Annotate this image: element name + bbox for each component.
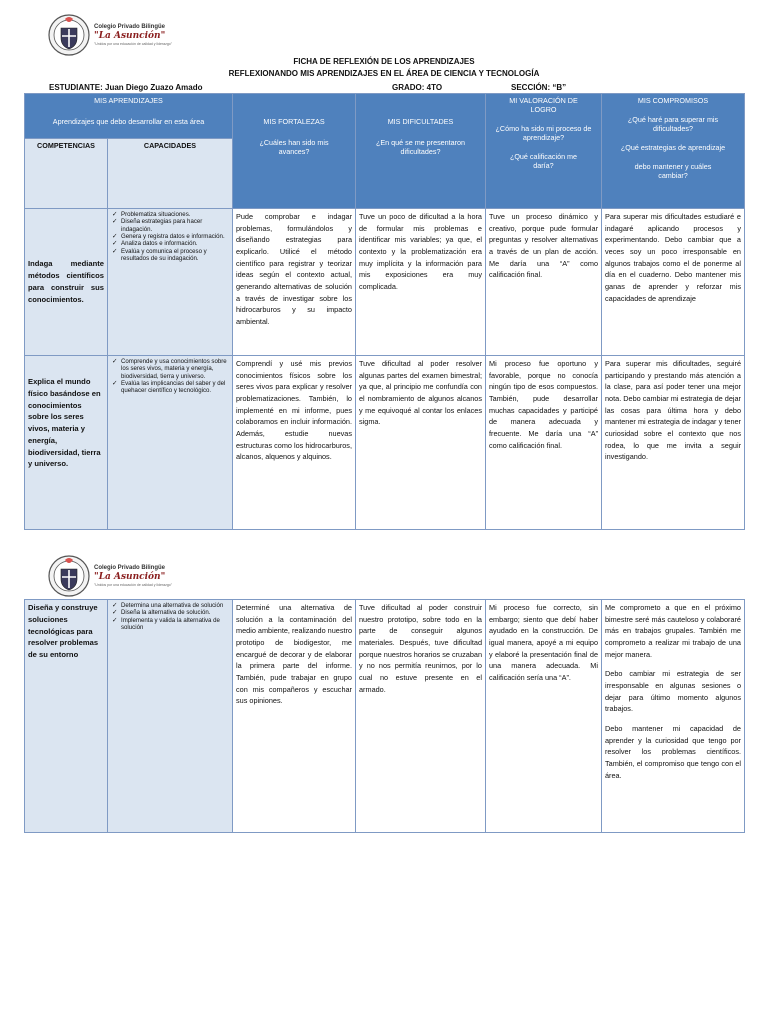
competencia-cell: Indaga mediante métodos científicos para construir sus conocimientos. [25,209,108,356]
school-name: Colegio Privado Bilingüe [94,23,166,30]
header-valoracion-q2: ¿Qué calificación me daría? [509,152,578,170]
header-dificultades [356,94,486,209]
header-aprendizajes-label: MIS APRENDIZAJES [94,96,163,105]
compromisos-cell [602,600,745,833]
header-capacidades: CAPACIDADES [108,139,233,209]
school-logo [48,555,172,597]
capacidad-item: ✓ Implementa y valida la alternativa de solución [111,617,229,632]
capacidad-item: ✓ Problematiza situaciones. [111,211,229,218]
dificultades-cell: Tuve dificultad al poder construir nuestro prototipo, sobre todo en la parte de conseguir algunos materiales. Después, tuve dificultad porque nuestros horarios se cruzaban y no nos permitía reunirnos, por lo cual no estuve presente en el armado. [356,600,486,833]
competencia-cell: Diseña y construye soluciones tecnológicas para resolver problemas de su entorno [25,600,108,833]
compromisos-cell: Para superar mis dificultades estudiaré e indagaré aplicando procesos y experimentando. Debo cambiar que a veces soy un poco irresponsable en algunos trabajos como el de ponerme al día en el cuaderno. Debo mantener mis ganas de aprender y reforzar mis capacidades de aprendizaje [602,209,745,356]
header-aprendizajes-sub: Aprendizajes que debo desarrollar en esta área [52,117,205,126]
capacidad-item: ✓ Genera y registra datos e información. [111,233,229,240]
valoracion-cell: Mi proceso fue correcto, sin embargo; siento que debí haber ayudado en la construcción. De igual manera, apoyé a mi equipo y elaboré la presentación final de una manera adecuada. Mi calificación sería una “A”. [486,600,602,833]
header-fortalezas-label: MIS FORTALEZAS [263,117,325,126]
compromiso-paragraph: Me comprometo a que en el próximo bimestre seré más cauteloso y colaboraré más en trabajos grupales. También me comprometo a realizar mi trabajo de una mejor manera. [605,603,741,659]
valoracion-cell: Tuve un proceso dinámico y creativo, porque pude formular preguntas y resolver alternativas a través de un plan de acción. Me daría una “A” como calificación final. [486,209,602,356]
header-compromisos [602,94,745,209]
header-fortalezas-question: ¿Cuáles han sido mis avances? [259,138,329,156]
dificultades-cell: Tuve dificultad al poder resolver algunas partes del examen bimestral; ya que, al principio me confundía con el nombramiento de algunos alcanos y me equivoqué al contar los enlaces sigma. [356,356,486,530]
school-seal-icon [48,14,90,56]
header-valoracion [486,94,602,209]
capacidad-item: ✓ Evalúa las implicancias del saber y del quehacer científico y tecnológico. [111,380,229,395]
competencia-cell: Explica el mundo físico basándose en conocimientos sobre los seres vivos, materia y energía, biodiversidad, tierra y universo. [25,356,108,530]
school-tagline: "Unidos por una educación de calidad y liderazgo" [94,582,172,587]
school-tagline: "Unidos por una educación de calidad y liderazgo" [94,41,172,46]
school-motto: "La Asunción" [94,30,166,41]
capacidades-list [111,602,229,631]
header-dificultades-label: MIS DIFICULTADES [387,117,454,126]
table-row [25,600,745,833]
header-dificultades-question: ¿En qué se me presentaron dificultades? [375,138,466,156]
page-subtitle: REFLEXIONANDO MIS APRENDIZAJES EN EL ÁREA DE CIENCIA Y TECNOLOGÍA [228,69,540,78]
student-name: ESTUDIANTE: Juan Diego Zuazo Amado [49,83,203,92]
capacidad-item: ✓ Evalúa y comunica el proceso y resultados de su indagación. [111,248,229,263]
school-logo [48,14,172,56]
header-valoracion-q1: ¿Cómo ha sido mi proceso de aprendizaje? [495,124,592,142]
table-row [25,356,745,530]
reflection-table [24,93,745,530]
reflection-table-continued [24,599,745,833]
grade: GRADO: 4TO [392,83,443,92]
capacidades-cell [108,600,233,833]
section: SECCIÓN: “B” [511,83,567,92]
dificultades-cell: Tuve un poco de dificultad a la hora de formular mis problemas e identificar mis variables; ya que, el contexto y la problematización era muy implícita y la información para mis exposiciones era muy complicada. [356,209,486,356]
school-name: Colegio Privado Bilingüe [94,564,166,571]
compromiso-paragraph: Debo mantener mi capacidad de aprender y la curiosidad que tengo por resolver los problemas científicos. También, el compromiso que tengo con el área. [605,724,741,780]
header-compromisos-label: MIS COMPROMISOS [637,96,709,105]
capacidad-item: ✓ Determina una alternativa de solución [111,602,229,609]
header-competencias: COMPETENCIAS [25,139,108,209]
header-compromisos-q3: debo mantener y cuáles cambiar? [634,162,712,180]
capacidades-cell [108,356,233,530]
fortalezas-cell: Pude comprobar e indagar problemas, formulándolos y diseñando estrategias para explicarlo. Utilicé el método científico para registrar y teorizar ideas según el contexto actual, generando alternativas de solución a través de investigar sobre los hidrocarburos y su impacto ambiental. [233,209,356,356]
compromisos-cell: Para superar mis dificultades, seguiré participando y prestando más atención a la clase, para así poder tener una mejor nota. Debo cambiar mi estrategia de dejar las cosas para última hora y debo mantener mi estrategia de indagar y tener curiosidad sobre el contexto que nos rodea, lo que me invita a seguir investigando. [602,356,745,530]
capacidad-item: ✓ Diseña estrategias para hacer indagación. [111,218,229,233]
capacidad-item: ✓ Diseña la alternativa de solución. [111,609,229,616]
valoracion-cell: Mi proceso fue oportuno y favorable, porque no conocía ningún tipo de esos compuestos. También, pude desarrollar muchas capacidades y participé de manera adecuada y frecuente. Me daría una “A” como calificación final. [486,356,602,530]
capacidades-cell [108,209,233,356]
header-fortalezas [233,94,356,209]
fortalezas-cell: Comprendí y usé mis previos conocimientos físicos sobre los seres vivos para explicar y resolver problematizaciones. También, lo implementé en mi informe, pues colaboramos en incluir información. Además, estudie nuevas estructuras como los hidrocarburos, alcanos, alquenos y alquinos. [233,356,356,530]
fortalezas-cell: Determiné una alternativa de solución a la contaminación del medio ambiente, realizando nuestro prototipo de biodigestor, me encargué de decorar y de elaborar la primera parte del informe. También, pude trabajar en grupo con mis compañeros y escuchar sus opiniones. [233,600,356,833]
school-motto: "La Asunción" [94,571,166,582]
capacidad-item: ✓ Comprende y usa conocimientos sobre los seres vivos, materia y energía, biodiversidad, tierra y universo. [111,358,229,380]
header-aprendizajes [25,94,233,139]
table-row [25,209,745,356]
header-valoracion-label: MI VALORACIÓN DE LOGRO [509,96,578,114]
capacidad-item: ✓ Analiza datos e información. [111,240,229,247]
school-seal-icon [48,555,90,597]
page-title: FICHA DE REFLEXIÓN DE LOS APRENDIZAJES [293,57,475,66]
capacidades-list [111,358,229,395]
header-compromisos-q2: ¿Qué estrategias de aprendizaje [620,143,726,152]
header-compromisos-q1: ¿Qué haré para superar mis dificultades? [627,115,719,133]
compromiso-paragraph: Debo cambiar mi estrategia de ser irresponsable en algunas sesiones o dejar para último momento algunos trabajos. [605,669,741,714]
capacidades-list [111,211,229,262]
